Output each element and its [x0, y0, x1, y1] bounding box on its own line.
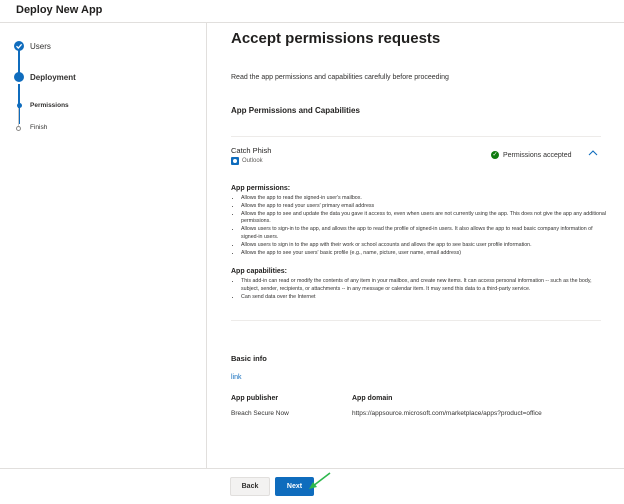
publisher-value: Breach Secure Now	[231, 410, 289, 417]
domain-label: App domain	[352, 395, 393, 402]
status-badge	[491, 151, 571, 159]
divider	[231, 320, 601, 321]
substep-current-icon	[17, 103, 22, 108]
step-connector	[18, 108, 19, 126]
capabilities-list	[231, 278, 611, 301]
step-label-users: Users	[30, 42, 51, 51]
step-complete-icon	[14, 41, 24, 51]
list-item: • This add-in can read or modify the contents of any item in your mailbox, and create new items. It can access personal information -- such as the body, subject, sender, recipients, or attachments -- in any message or calendar item. It may send this data to a third-party service.	[241, 278, 611, 294]
app-name: Catch Phish	[231, 146, 272, 155]
list-item: • Allows the app to read your users' primary email address	[241, 203, 611, 211]
list-item: • Allows the app to read the signed-in user's mailbox.	[241, 195, 611, 203]
step-label-permissions: Permissions	[30, 102, 69, 109]
section-heading: App Permissions and Capabilities	[231, 106, 360, 115]
step-current-icon	[14, 72, 24, 82]
domain-value: https://appsource.microsoft.com/marketplace/apps?product=office	[352, 410, 542, 417]
outlook-icon	[231, 157, 239, 165]
substep-pending-icon	[16, 126, 21, 131]
list-item: • Allows users to sign in to the app with their work or school accounts and allows the app to see basic user profile information.	[241, 242, 611, 250]
back-button[interactable]: Back	[230, 477, 270, 496]
publisher-label: App publisher	[231, 395, 279, 402]
app-host	[231, 157, 263, 165]
permissions-heading: App permissions:	[231, 185, 291, 192]
basic-info-heading: Basic info	[231, 354, 267, 363]
divider	[231, 136, 601, 137]
checkmark-icon: ✓	[492, 152, 498, 158]
wizard-stepper	[0, 22, 207, 468]
list-item: • Allows the app to see and update the data you gave it access to, even when users are not currently using the app. This does not give the app any additional permissions.	[241, 211, 611, 227]
app-host-label: Outlook	[242, 158, 263, 164]
annotation-arrow-icon	[304, 470, 334, 492]
header-bar	[0, 0, 624, 23]
info-link[interactable]: link	[231, 374, 242, 381]
intro-text: Read the app permissions and capabilities carefully before proceeding	[231, 74, 449, 81]
permissions-list	[231, 195, 611, 257]
list-item: • Can send data over the Internet	[241, 294, 611, 302]
next-button[interactable]: Next	[275, 477, 314, 496]
capabilities-heading: App capabilities:	[231, 268, 288, 275]
list-item: • Allows the app to see your users' basic profile (e.g., name, picture, user name, email address)	[241, 250, 611, 258]
status-text: Permissions accepted	[503, 151, 572, 159]
step-label-finish: Finish	[30, 124, 48, 131]
chevron-up-icon[interactable]	[588, 149, 598, 159]
page-title: Deploy New App	[16, 4, 103, 16]
step-label-deployment: Deployment	[30, 73, 76, 82]
list-item: • Allows users to sign-in to the app, and allows the app to read the profile of signed-in users. It also allows the app to read basic company information of signed-in users.	[241, 226, 611, 242]
main-content	[207, 22, 624, 468]
main-heading: Accept permissions requests	[231, 30, 441, 47]
